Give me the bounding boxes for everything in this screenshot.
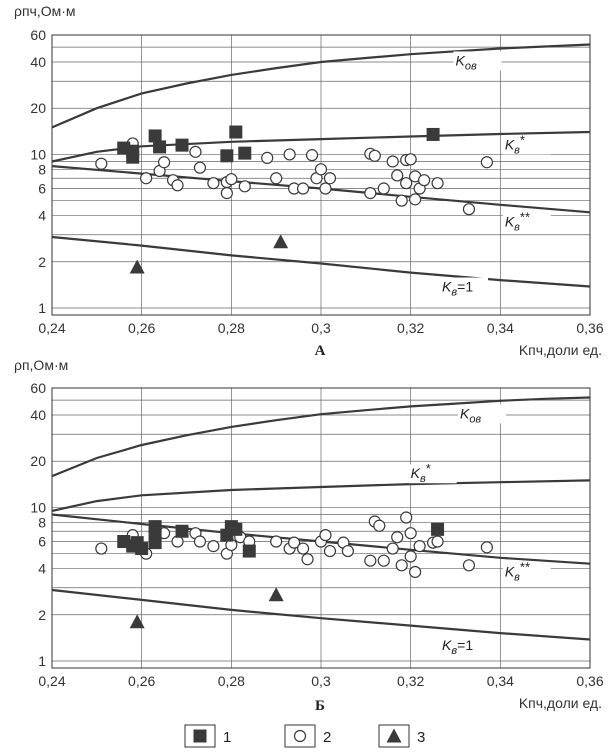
- data-point-series-2: [239, 181, 250, 192]
- data-point-series-1: [135, 542, 148, 555]
- x-tick-label: 0,36: [576, 320, 604, 336]
- y-tick-label: 10: [30, 146, 46, 163]
- panel-label: Б: [315, 698, 325, 714]
- x-tick-label: 0,26: [128, 673, 156, 689]
- legend-label: 3: [417, 729, 426, 746]
- data-point-series-2: [298, 183, 309, 194]
- x-axis-title: Kпч,доли ед.: [518, 342, 602, 358]
- data-point-series-1: [229, 126, 242, 139]
- y-tick-label: 1: [38, 652, 46, 669]
- y-axis-title: ρп,Ом·м: [14, 357, 69, 373]
- data-point-series-2: [374, 520, 385, 531]
- data-point-series-2: [324, 173, 335, 184]
- y-tick-label: 10: [30, 499, 46, 516]
- curve-label: $K_{ов}$: [455, 52, 477, 73]
- data-point-series-2: [96, 543, 107, 554]
- panel-a: [14, 3, 604, 359]
- data-point-series-2: [271, 173, 282, 184]
- curve-label: $K_в*$: [504, 132, 525, 157]
- legend-marker-square: [194, 730, 207, 743]
- data-point-series-2: [221, 188, 232, 199]
- data-point-series-1: [238, 147, 251, 160]
- data-point-series-2: [342, 546, 353, 557]
- legend-label: 1: [223, 729, 232, 746]
- data-point-series-2: [463, 204, 474, 215]
- data-point-series-2: [481, 542, 492, 553]
- y-tick-label: 60: [30, 380, 46, 396]
- x-tick-label: 0,32: [397, 320, 425, 336]
- data-point-series-2: [194, 162, 205, 173]
- data-point-series-1: [176, 525, 189, 538]
- data-point-series-2: [320, 530, 331, 541]
- data-point-series-1: [431, 523, 444, 536]
- data-point-series-2: [396, 195, 407, 206]
- data-point-series-2: [410, 566, 421, 577]
- x-tick-label: 0,24: [38, 320, 66, 336]
- data-point-series-2: [392, 170, 403, 181]
- y-axis-title: ρпч,Ом·м: [14, 3, 76, 19]
- x-tick-label: 0,34: [486, 673, 514, 689]
- data-point-series-2: [226, 174, 237, 185]
- x-tick-label: 0,3: [311, 320, 331, 336]
- legend-marker-circle: [295, 731, 306, 742]
- data-point-series-2: [96, 158, 107, 169]
- data-point-series-2: [481, 157, 492, 168]
- y-tick-label: 8: [38, 161, 46, 178]
- data-point-series-1: [176, 139, 189, 152]
- curve-label: $K_в=1$: [442, 278, 474, 299]
- data-point-series-2: [307, 150, 318, 161]
- curve-label: $K_{ов}$: [459, 405, 482, 426]
- panel-label: А: [314, 343, 326, 359]
- x-axis-title: Kпч,доли ед.: [518, 695, 602, 711]
- data-point-series-2: [463, 560, 474, 571]
- curve-label: $K_в=1$: [442, 636, 474, 657]
- y-tick-label: 6: [38, 180, 46, 197]
- curve-label: $K_в*$: [410, 461, 431, 486]
- data-point-series-2: [392, 532, 403, 543]
- data-point-series-1: [153, 140, 166, 153]
- data-point-series-2: [432, 536, 443, 547]
- x-tick-label: 0,28: [217, 320, 245, 336]
- data-point-series-2: [405, 551, 416, 562]
- panel-b: [14, 357, 604, 714]
- data-point-series-2: [405, 154, 416, 165]
- data-point-series-3: [269, 587, 284, 601]
- data-point-series-2: [432, 178, 443, 189]
- y-tick-label: 20: [30, 100, 46, 117]
- data-point-series-2: [405, 528, 416, 539]
- curve-label: $K_в**$: [504, 559, 531, 584]
- x-tick-label: 0,36: [576, 673, 604, 689]
- y-tick-label: 4: [38, 560, 46, 577]
- data-point-series-2: [369, 150, 380, 161]
- x-tick-label: 0,26: [128, 320, 156, 336]
- data-point-series-3: [130, 614, 145, 628]
- data-point-series-1: [220, 149, 233, 162]
- y-tick-label: 60: [30, 27, 46, 43]
- y-tick-label: 40: [30, 407, 46, 424]
- data-point-series-2: [419, 175, 430, 186]
- data-point-series-2: [387, 156, 398, 167]
- x-tick-label: 0,32: [397, 673, 425, 689]
- data-point-series-1: [243, 545, 256, 558]
- data-point-series-2: [190, 146, 201, 157]
- data-point-series-2: [271, 536, 282, 547]
- data-point-series-2: [284, 149, 295, 160]
- x-tick-label: 0,24: [38, 673, 66, 689]
- y-tick-label: 1: [38, 299, 46, 316]
- data-point-series-2: [410, 194, 421, 205]
- y-tick-label: 2: [38, 606, 46, 623]
- data-point-series-2: [387, 543, 398, 554]
- data-point-series-2: [208, 541, 219, 552]
- data-point-series-2: [262, 152, 273, 163]
- data-point-series-2: [316, 164, 327, 175]
- data-point-series-2: [365, 555, 376, 566]
- data-point-series-1: [427, 128, 440, 141]
- curve-label: $K_в**$: [504, 209, 531, 234]
- data-point-series-2: [378, 183, 389, 194]
- legend-label: 2: [323, 729, 332, 746]
- data-point-series-2: [365, 188, 376, 199]
- data-point-series-2: [298, 543, 309, 554]
- y-tick-label: 2: [38, 253, 46, 270]
- data-point-series-2: [414, 541, 425, 552]
- data-point-series-2: [320, 183, 331, 194]
- data-point-series-2: [208, 178, 219, 189]
- x-tick-label: 0,34: [486, 320, 514, 336]
- y-tick-label: 8: [38, 514, 46, 531]
- data-point-series-1: [149, 536, 162, 549]
- data-point-series-2: [396, 560, 407, 571]
- data-point-series-2: [378, 555, 389, 566]
- y-tick-label: 4: [38, 207, 46, 224]
- data-point-series-2: [302, 554, 313, 565]
- data-point-series-2: [172, 180, 183, 191]
- y-tick-label: 6: [38, 533, 46, 550]
- data-point-series-3: [273, 234, 288, 248]
- data-point-series-2: [159, 157, 170, 168]
- legend: [185, 725, 425, 747]
- data-point-series-1: [229, 523, 242, 536]
- y-tick-label: 40: [30, 54, 46, 71]
- data-point-series-1: [126, 145, 139, 158]
- data-point-series-2: [194, 536, 205, 547]
- y-tick-label: 20: [30, 453, 46, 470]
- data-point-series-2: [141, 173, 152, 184]
- x-tick-label: 0,28: [217, 673, 245, 689]
- data-point-series-2: [324, 546, 335, 557]
- data-point-series-2: [401, 512, 412, 523]
- x-tick-label: 0,3: [311, 673, 331, 689]
